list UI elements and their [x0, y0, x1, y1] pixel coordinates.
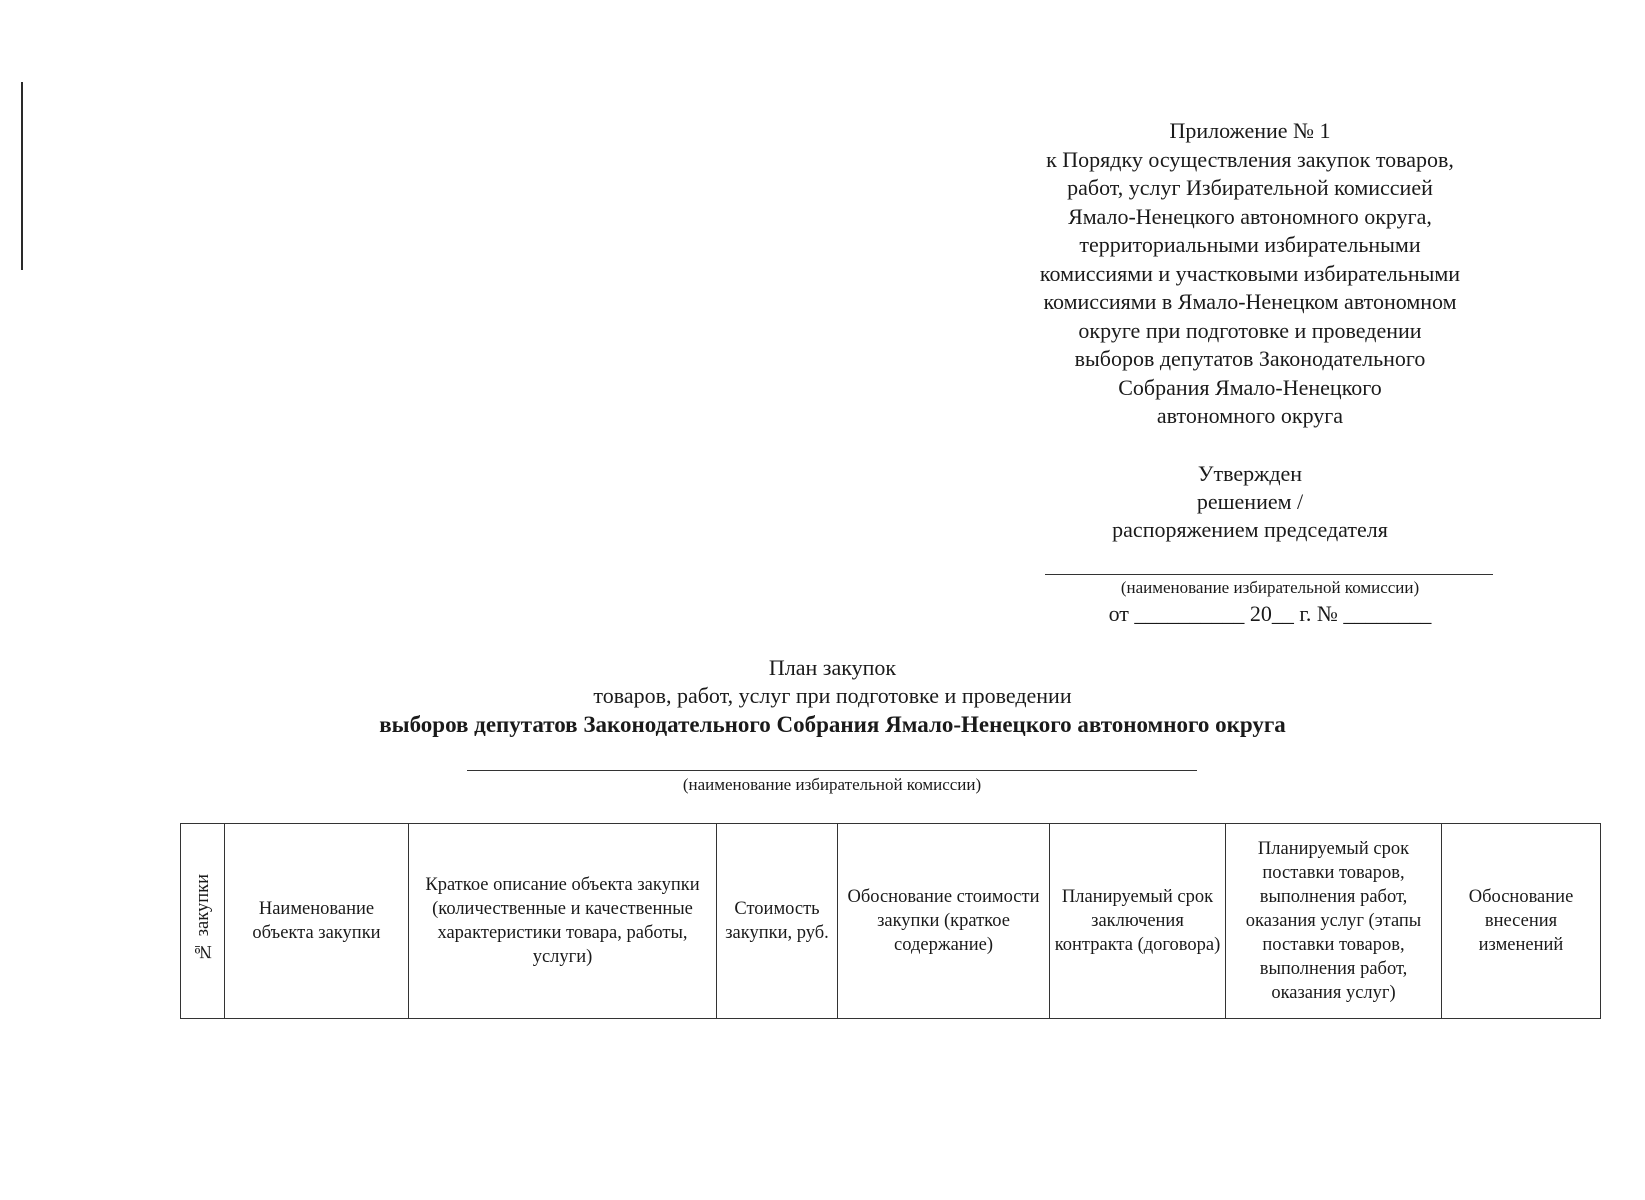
table-header-row: [181, 824, 1601, 1019]
appendix-line: округе при подготовке и проведении: [1078, 317, 1422, 343]
signature-underline: [1045, 574, 1493, 575]
appendix-line: Ямало-Ненецкого автономного округа,: [1068, 203, 1432, 229]
header-cell-cost: Стоимость закупки, руб.: [717, 824, 838, 1019]
appendix-line: выборов депутатов Законодательного: [1074, 346, 1426, 371]
appendix-line: Приложение № 1: [1169, 118, 1331, 143]
plan-title-line2: товаров, работ, услуг при подготовке и проведении: [593, 683, 1072, 708]
plan-title: [0, 654, 1645, 740]
appendix-line: комиссиями в Ямало-Ненецком автономном: [1043, 289, 1457, 314]
header-cell-change-justification: Обоснование внесения изменений: [1442, 824, 1601, 1019]
commission-caption: (наименование избирательной комиссии): [682, 775, 982, 794]
header-cell-object-name: Наименование объекта закупки: [225, 824, 409, 1019]
appendix-line: работ, услуг Избирательной комиссией: [1067, 175, 1433, 200]
approval-line: распоряжением председателя: [1112, 517, 1388, 542]
appendix-line: комиссиями и участковыми избирательными: [1039, 260, 1461, 286]
signature-caption: (наименование избирательной комиссии): [1120, 578, 1420, 597]
header-cell-cost-justification: Обоснование стоимости закупки (краткое содержание): [838, 824, 1050, 1019]
approval-line: решением /: [1196, 489, 1304, 514]
header-cell-number: [181, 824, 225, 1019]
scan-margin-line: [21, 82, 23, 270]
appendix-line: автономного округа: [1156, 403, 1344, 428]
appendix-line: территориальными избирательными: [1079, 232, 1421, 257]
commission-underline: [467, 770, 1197, 771]
approval-date-line: от __________ 20__ г. № ________: [1108, 601, 1432, 626]
header-cell-contract-date: Планируемый срок заключения контракта (договора): [1050, 824, 1226, 1019]
procurement-plan-table: [180, 823, 1601, 1019]
plan-title-line3: выборов депутатов Законодательного Собрания Ямало-Ненецкого автономного округа: [379, 712, 1286, 737]
approval-block: [1000, 460, 1500, 544]
header-number-label: № закупки: [192, 874, 213, 961]
header-cell-delivery-date: Планируемый срок поставки товаров, выполнения работ, оказания услуг (этапы поставки товаров, выполнения работ, оказания услуг): [1226, 824, 1442, 1019]
approval-line: Утвержден: [1197, 461, 1303, 486]
header-cell-description: Краткое описание объекта закупки (количественные и качественные характеристики товара, работы, услуги): [409, 824, 717, 1019]
appendix-line: Собрания Ямало-Ненецкого: [1118, 374, 1382, 400]
plan-title-line1: План закупок: [768, 655, 897, 680]
appendix-line: к Порядку осуществления закупок товаров,: [1046, 146, 1454, 172]
appendix-block: [1000, 117, 1500, 431]
